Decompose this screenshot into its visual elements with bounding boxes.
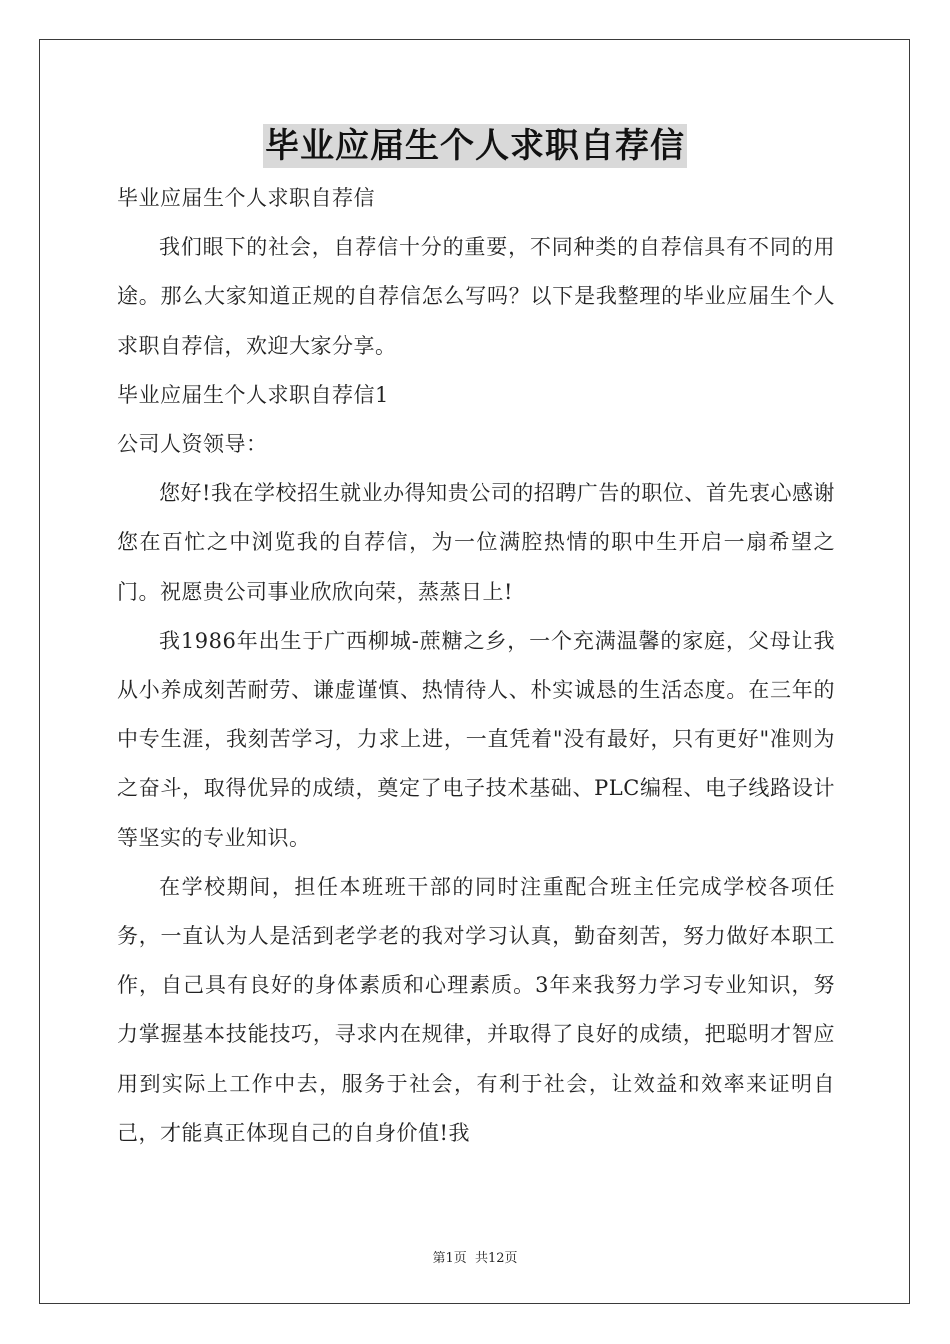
subtitle-line: 毕业应届生个人求职自荐信 [117, 186, 375, 210]
background-paragraph: 我1986年出生于广西柳城-蔗糖之乡，一个充满温馨的家庭，父母让我从小养成刻苦耐劳、谦虚谨慎、热情待人、朴实诚恳的生活态度。在三年的中专生涯，我刻苦学习，力求上进，一直凭着"没有最好，只有更好"准则为之奋斗，取得优异的成绩，奠定了电子技术基础、PLC编程、电子线路设计等坚实的专业知识。 [117, 628, 835, 850]
document-body [117, 174, 835, 1158]
page-footer [0, 1247, 950, 1266]
school-paragraph: 在学校期间，担任本班班干部的同时注重配合班主任完成学校各项任务，一直认为人是活到老学老的我对学习认真，勤奋刻苦，努力做好本职工作，自己具有良好的身体素质和心理素质。3年来我努力学习专业知识，努力掌握基本技能技巧，寻求内在规律，并取得了良好的成绩，把聪明才智应用到实际上工作中去，服务于社会，有利于社会，让效益和效率来证明自己，才能真正体现自己的自身价值!我 [117, 874, 835, 1145]
salutation: 公司人资领导： [117, 432, 268, 457]
document-title-container [0, 124, 950, 168]
page-number: 第1页 共12页 [432, 1251, 518, 1266]
letter-heading: 毕业应届生个人求职自荐信1 [117, 382, 389, 407]
document-title: 毕业应届生个人求职自荐信 [265, 126, 685, 166]
greeting-paragraph: 您好!我在学校招生就业办得知贵公司的招聘广告的职位、首先衷心感谢您在百忙之中浏览我的自荐信，为一位满腔热情的职中生开启一扇希望之门。祝愿贵公司事业欣欣向荣，蒸蒸日上! [117, 481, 835, 604]
intro-paragraph: 我们眼下的社会，自荐信十分的重要，不同种类的自荐信具有不同的用途。那么大家知道正规的自荐信怎么写吗？以下是我整理的毕业应届生个人求职自荐信，欢迎大家分享。 [117, 235, 835, 358]
